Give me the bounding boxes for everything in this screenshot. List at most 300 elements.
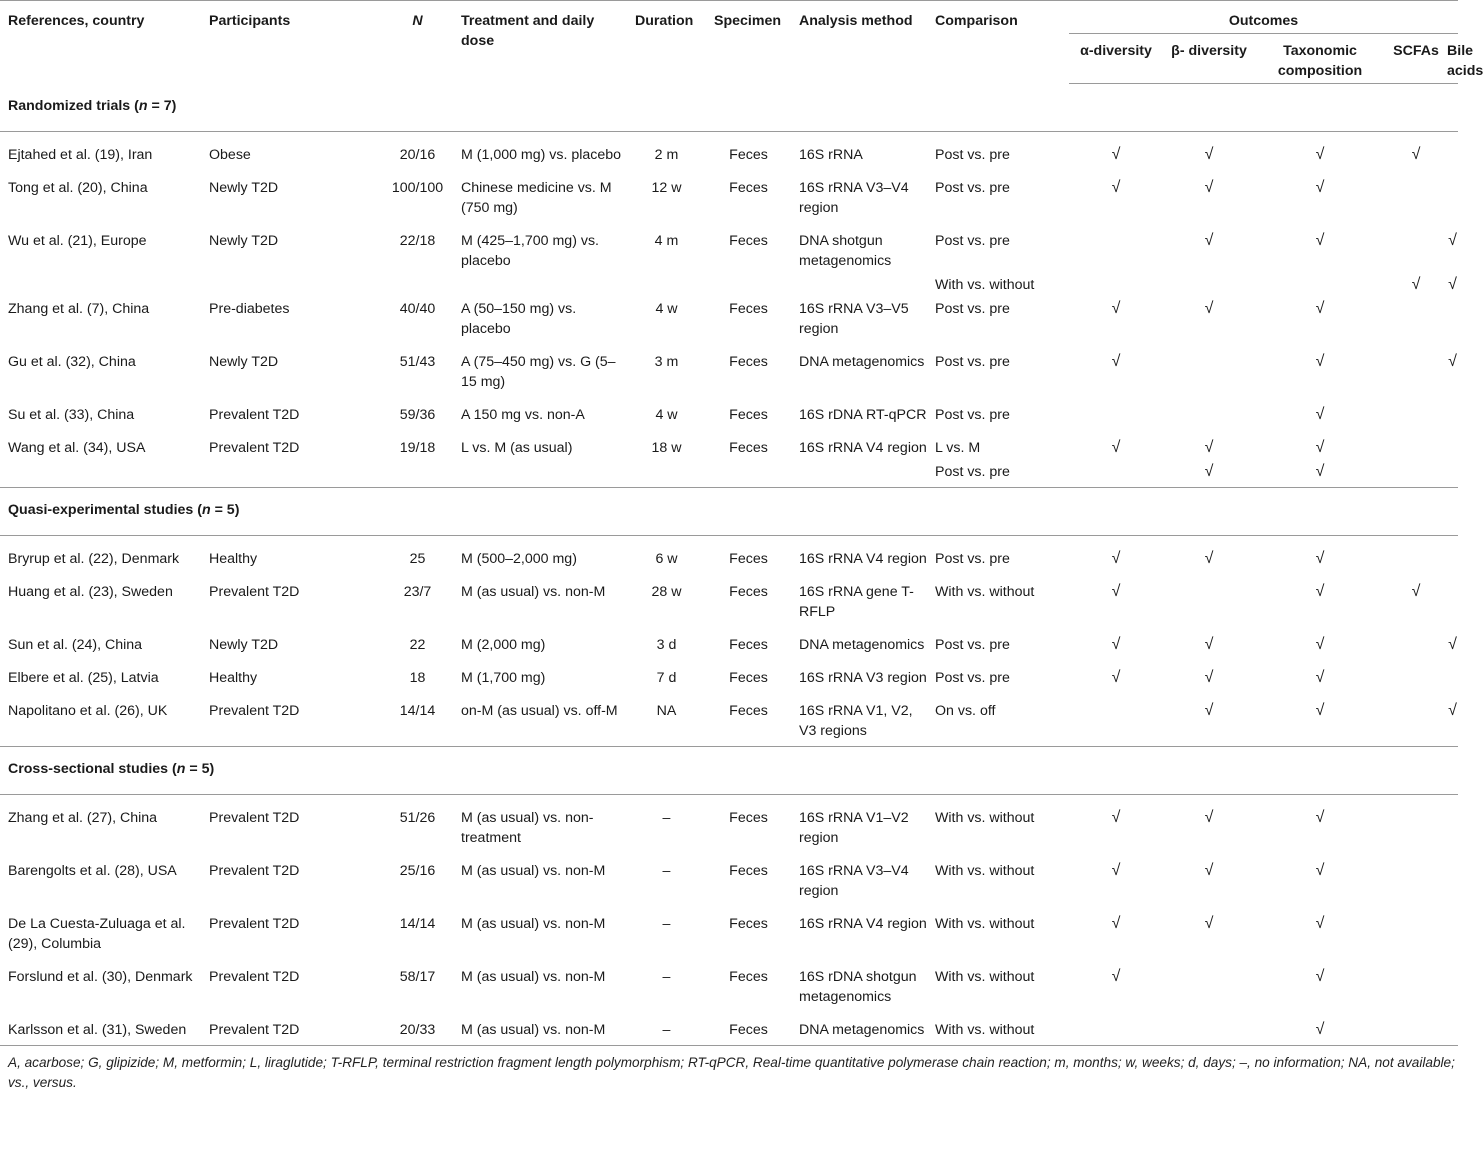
check-scfas (1385, 901, 1447, 954)
check-scfas (1385, 392, 1447, 425)
table-row (0, 1007, 1458, 1046)
header-taxonomic-composition: Taxonomic composition (1255, 34, 1385, 84)
checkmark-icon: √ (1315, 550, 1325, 567)
header-n: N (412, 13, 423, 29)
cell-duration: 2 m (654, 147, 679, 163)
table-row (0, 795, 1458, 849)
check-bile (1447, 622, 1458, 655)
checkmark-icon: √ (1204, 232, 1214, 249)
section-title-suffix: = 5) (210, 502, 240, 518)
cell-analysis: 16S rRNA V4 region (799, 551, 927, 567)
header-analysis: Analysis method (799, 13, 913, 29)
cell-specimen: Feces (729, 670, 768, 686)
cell-analysis: 16S rRNA V3 region (799, 670, 927, 686)
checkmark-icon: √ (1315, 232, 1325, 249)
check-scfas (1385, 165, 1447, 218)
cell-participants: Prevalent T2D (209, 916, 300, 932)
cell-treatment: M (as usual) vs. non-M (461, 584, 606, 600)
check-taxonomic (1255, 425, 1385, 458)
check-alpha (1069, 392, 1163, 425)
cell-duration (627, 271, 706, 295)
cell-specimen: Feces (729, 703, 768, 719)
cell-treatment: M (1,000 mg) vs. placebo (461, 147, 622, 163)
check-taxonomic (1255, 569, 1385, 622)
check-alpha (1069, 901, 1163, 954)
check-bile (1447, 569, 1458, 622)
check-bile (1447, 425, 1458, 458)
check-alpha (1069, 536, 1163, 570)
cell-analysis: 16S rRNA V1, V2, V3 regions (799, 703, 913, 739)
cell-treatment: M (1,700 mg) (461, 670, 546, 686)
cell-duration: 4 w (655, 301, 678, 317)
check-beta (1163, 218, 1255, 271)
cell-comparison: With vs. without (935, 277, 1035, 293)
cell-duration: 4 w (655, 407, 678, 423)
check-taxonomic (1255, 688, 1385, 747)
check-taxonomic (1255, 132, 1385, 166)
cell-n: 51/26 (399, 810, 436, 826)
checkmark-icon: √ (1204, 300, 1214, 317)
check-beta (1163, 165, 1255, 218)
cell-comparison: With vs. without (935, 584, 1035, 600)
cell-duration: – (662, 810, 671, 826)
section-title-variable: n (176, 761, 186, 777)
check-taxonomic (1255, 218, 1385, 271)
check-beta (1163, 339, 1255, 392)
checkmark-icon: √ (1204, 550, 1214, 567)
cell-duration: 6 w (655, 551, 678, 567)
checkmark-icon: √ (1204, 636, 1214, 653)
cell-specimen: Feces (729, 180, 768, 196)
check-beta (1163, 569, 1255, 622)
cell-specimen: Feces (729, 440, 768, 456)
check-bile (1447, 271, 1458, 295)
cell-reference: Barengolts et al. (28), USA (8, 863, 177, 879)
cell-reference: Su et al. (33), China (8, 407, 135, 423)
check-scfas (1385, 458, 1447, 488)
section-title-prefix: Quasi-experimental studies ( (8, 502, 202, 518)
cell-participants: Prevalent T2D (209, 863, 300, 879)
check-taxonomic (1255, 848, 1385, 901)
check-beta (1163, 271, 1255, 295)
cell-participants: Prevalent T2D (209, 584, 300, 600)
check-alpha (1069, 271, 1163, 295)
section-title (0, 84, 1458, 132)
check-taxonomic (1255, 536, 1385, 570)
cell-participants: Healthy (209, 670, 258, 686)
cell-duration: 4 m (654, 233, 679, 249)
check-taxonomic (1255, 901, 1385, 954)
cell-treatment: M (as usual) vs. non-M (461, 863, 606, 879)
check-scfas (1385, 218, 1447, 271)
section-title-variable: n (138, 98, 148, 114)
table-header (0, 0, 1483, 84)
cell-reference: Forslund et al. (30), Denmark (8, 969, 193, 985)
cell-specimen: Feces (729, 354, 768, 370)
checkmark-icon: √ (1315, 583, 1325, 600)
cell-reference: Gu et al. (32), China (8, 354, 136, 370)
cell-n (382, 271, 453, 295)
checkmark-icon: √ (1411, 583, 1421, 600)
checkmark-icon: √ (1315, 809, 1325, 826)
check-bile (1447, 655, 1458, 688)
cell-treatment: M (as usual) vs. non-treatment (461, 810, 594, 846)
cell-duration: – (662, 916, 671, 932)
checkmark-icon: √ (1111, 300, 1121, 317)
cell-analysis: 16S rRNA V3–V5 region (799, 301, 909, 337)
checkmark-icon: √ (1111, 439, 1121, 456)
check-taxonomic (1255, 795, 1385, 849)
cell-comparison: Post vs. pre (935, 464, 1010, 480)
check-alpha (1069, 458, 1163, 488)
cell-participants (201, 458, 382, 488)
checkmark-icon: √ (1111, 636, 1121, 653)
check-beta (1163, 655, 1255, 688)
cell-specimen: Feces (729, 584, 768, 600)
cell-duration: 12 w (651, 180, 682, 196)
check-alpha (1069, 132, 1163, 166)
cell-treatment (453, 458, 627, 488)
cell-analysis: DNA metagenomics (799, 354, 925, 370)
check-alpha (1069, 795, 1163, 849)
check-bile (1447, 218, 1458, 271)
check-scfas (1385, 622, 1447, 655)
checkmark-icon: √ (1315, 669, 1325, 686)
checkmark-icon: √ (1448, 276, 1457, 293)
checkmark-icon: √ (1111, 862, 1121, 879)
cell-comparison: With vs. without (935, 810, 1035, 826)
check-alpha (1069, 848, 1163, 901)
check-bile (1447, 295, 1458, 339)
header-comparison: Comparison (935, 13, 1018, 29)
table-row (0, 458, 1458, 488)
cell-specimen: Feces (729, 969, 768, 985)
check-alpha (1069, 1007, 1163, 1046)
cell-comparison: Post vs. pre (935, 407, 1010, 423)
table-row (0, 271, 1458, 295)
cell-treatment: on-M (as usual) vs. off-M (461, 703, 618, 719)
check-taxonomic (1255, 954, 1385, 1007)
cell-reference: Zhang et al. (27), China (8, 810, 158, 826)
cell-analysis: 16S rRNA (799, 147, 863, 163)
cell-specimen: Feces (729, 810, 768, 826)
cell-n: 58/17 (399, 969, 436, 985)
cell-comparison: Post vs. pre (935, 301, 1010, 317)
check-bile (1447, 165, 1458, 218)
checkmark-icon: √ (1411, 146, 1421, 163)
cell-comparison: Post vs. pre (935, 551, 1010, 567)
checkmark-icon: √ (1204, 179, 1214, 196)
cell-n: 22 (409, 637, 426, 653)
check-scfas (1385, 271, 1447, 295)
cell-n: 18 (409, 670, 426, 686)
cell-participants: Newly T2D (209, 233, 279, 249)
table-row (0, 655, 1458, 688)
checkmark-icon: √ (1111, 179, 1121, 196)
header-outcomes: Outcomes (1228, 13, 1299, 29)
cell-participants: Pre-diabetes (209, 301, 290, 317)
cell-specimen: Feces (729, 1022, 768, 1038)
check-bile (1447, 901, 1458, 954)
check-alpha (1069, 655, 1163, 688)
cell-participants (201, 271, 382, 295)
check-alpha (1069, 569, 1163, 622)
cell-participants: Prevalent T2D (209, 440, 300, 456)
cell-comparison: Post vs. pre (935, 637, 1010, 653)
cell-treatment (453, 271, 627, 295)
checkmark-icon: √ (1315, 439, 1325, 456)
check-scfas (1385, 954, 1447, 1007)
cell-analysis: 16S rRNA V1–V2 region (799, 810, 909, 846)
cell-duration: – (662, 863, 671, 879)
cell-participants: Prevalent T2D (209, 703, 300, 719)
table-footnote: A, acarbose; G, glipizide; M, metformin; L, liraglutide; T-RFLP, terminal restriction fragment length polymorphism; RT-qPCR, Real-time quantitative polymerase chain reaction; m, months; w, weeks; d, days; –, no information; NA, not available; vs., versus. (0, 1046, 1458, 1094)
check-taxonomic (1255, 165, 1385, 218)
section-title-suffix: = 7) (147, 98, 177, 114)
cell-duration: 18 w (651, 440, 682, 456)
checkmark-icon: √ (1111, 669, 1121, 686)
checkmark-icon: √ (1315, 702, 1325, 719)
check-beta (1163, 901, 1255, 954)
checkmark-icon: √ (1111, 915, 1121, 932)
cell-reference: Karlsson et al. (31), Sweden (8, 1022, 187, 1038)
cell-reference: Sun et al. (24), China (8, 637, 143, 653)
cell-n: 51/43 (399, 354, 436, 370)
cell-reference: De La Cuesta-Zuluaga et al. (29), Columbia (8, 916, 186, 952)
check-beta (1163, 848, 1255, 901)
check-bile (1447, 392, 1458, 425)
cell-n: 20/33 (399, 1022, 436, 1038)
cell-comparison: Post vs. pre (935, 180, 1010, 196)
cell-duration (627, 458, 706, 488)
table-row (0, 132, 1458, 166)
cell-specimen: Feces (729, 551, 768, 567)
cell-participants: Newly T2D (209, 354, 279, 370)
cell-specimen: Feces (729, 863, 768, 879)
header-scfas: SCFAs (1385, 34, 1447, 84)
check-scfas (1385, 536, 1447, 570)
table-row (0, 622, 1458, 655)
checkmark-icon: √ (1315, 636, 1325, 653)
check-scfas (1385, 132, 1447, 166)
checkmark-icon: √ (1111, 353, 1121, 370)
cell-specimen: Feces (729, 637, 768, 653)
checkmark-icon: √ (1204, 915, 1214, 932)
table-row (0, 848, 1458, 901)
checkmark-icon: √ (1448, 353, 1457, 370)
cell-participants: Newly T2D (209, 637, 279, 653)
cell-comparison: With vs. without (935, 1022, 1035, 1038)
checkmark-icon: √ (1204, 862, 1214, 879)
check-bile (1447, 458, 1458, 488)
header-alpha-diversity: α-diversity (1069, 34, 1163, 84)
check-bile (1447, 954, 1458, 1007)
cell-comparison: With vs. without (935, 969, 1035, 985)
cell-specimen: Feces (729, 233, 768, 249)
check-beta (1163, 954, 1255, 1007)
cell-n: 25/16 (399, 863, 436, 879)
section-title (0, 488, 1458, 536)
check-beta (1163, 1007, 1255, 1046)
check-alpha (1069, 165, 1163, 218)
cell-specimen: Feces (729, 301, 768, 317)
cell-comparison: L vs. M (935, 440, 981, 456)
cell-duration: 28 w (651, 584, 682, 600)
cell-duration: NA (656, 703, 677, 719)
checkmark-icon: √ (1315, 862, 1325, 879)
cell-participants: Healthy (209, 551, 258, 567)
check-bile (1447, 339, 1458, 392)
check-alpha (1069, 218, 1163, 271)
check-taxonomic (1255, 458, 1385, 488)
checkmark-icon: √ (1111, 583, 1121, 600)
cell-analysis: 16S rDNA shotgun metagenomics (799, 969, 917, 1005)
cell-reference: Wang et al. (34), USA (8, 440, 146, 456)
checkmark-icon: √ (1204, 146, 1214, 163)
check-alpha (1069, 425, 1163, 458)
checkmark-icon: √ (1204, 702, 1214, 719)
check-bile (1447, 848, 1458, 901)
table-row (0, 165, 1458, 218)
checkmark-icon: √ (1448, 232, 1457, 249)
check-bile (1447, 536, 1458, 570)
cell-duration: 7 d (656, 670, 677, 686)
cell-reference (0, 271, 201, 295)
cell-participants: Prevalent T2D (209, 969, 300, 985)
cell-analysis (791, 271, 927, 295)
cell-reference: Bryrup et al. (22), Denmark (8, 551, 180, 567)
cell-n: 22/18 (399, 233, 436, 249)
checkmark-icon: √ (1315, 463, 1325, 480)
cell-participants: Newly T2D (209, 180, 279, 196)
check-taxonomic (1255, 1007, 1385, 1046)
section-title-prefix: Cross-sectional studies ( (8, 761, 177, 777)
cell-reference: Zhang et al. (7), China (8, 301, 150, 317)
check-taxonomic (1255, 622, 1385, 655)
cell-treatment: M (as usual) vs. non-M (461, 969, 606, 985)
checkmark-icon: √ (1111, 968, 1121, 985)
cell-treatment: M (425–1,700 mg) vs. placebo (461, 233, 599, 269)
cell-specimen: Feces (729, 407, 768, 423)
header-participants: Participants (209, 13, 291, 29)
check-beta (1163, 132, 1255, 166)
check-alpha (1069, 688, 1163, 747)
checkmark-icon: √ (1111, 550, 1121, 567)
cell-analysis: 16S rRNA V4 region (799, 916, 927, 932)
cell-treatment: L vs. M (as usual) (461, 440, 573, 456)
check-scfas (1385, 569, 1447, 622)
cell-n: 23/7 (403, 584, 432, 600)
cell-treatment: M (as usual) vs. non-M (461, 1022, 606, 1038)
check-beta (1163, 425, 1255, 458)
table-row (0, 295, 1458, 339)
checkmark-icon: √ (1411, 276, 1421, 293)
checkmark-icon: √ (1315, 1021, 1325, 1038)
table-row (0, 392, 1458, 425)
check-taxonomic (1255, 339, 1385, 392)
header-beta-diversity: β- diversity (1163, 34, 1255, 84)
cell-comparison: With vs. without (935, 863, 1035, 879)
check-alpha (1069, 954, 1163, 1007)
check-taxonomic (1255, 392, 1385, 425)
cell-analysis: 16S rRNA gene T-RFLP (799, 584, 914, 620)
check-scfas (1385, 1007, 1447, 1046)
checkmark-icon: √ (1204, 439, 1214, 456)
table-row (0, 339, 1458, 392)
cell-reference: Wu et al. (21), Europe (8, 233, 147, 249)
section-title-suffix: = 5) (185, 761, 215, 777)
checkmark-icon: √ (1315, 300, 1325, 317)
cell-duration: – (662, 969, 671, 985)
checkmark-icon: √ (1315, 353, 1325, 370)
section-title-prefix: Randomized trials ( (8, 98, 139, 114)
header-duration: Duration (635, 13, 694, 29)
cell-analysis (791, 458, 927, 488)
cell-duration: – (662, 1022, 671, 1038)
checkmark-icon: √ (1204, 463, 1214, 480)
checkmark-icon: √ (1448, 702, 1457, 719)
check-beta (1163, 795, 1255, 849)
table-row (0, 954, 1458, 1007)
cell-treatment: A (75–450 mg) vs. G (5–15 mg) (461, 354, 616, 390)
cell-analysis: 16S rRNA V4 region (799, 440, 927, 456)
checkmark-icon: √ (1315, 179, 1325, 196)
checkmark-icon: √ (1448, 636, 1457, 653)
cell-participants: Prevalent T2D (209, 407, 300, 423)
cell-specimen: Feces (729, 916, 768, 932)
header-specimen: Specimen (714, 13, 782, 29)
check-bile (1447, 132, 1458, 166)
check-bile (1447, 688, 1458, 747)
table-row (0, 901, 1458, 954)
check-beta (1163, 536, 1255, 570)
check-scfas (1385, 339, 1447, 392)
table-row (0, 688, 1458, 747)
table-row (0, 218, 1458, 271)
check-taxonomic (1255, 655, 1385, 688)
check-scfas (1385, 295, 1447, 339)
cell-reference (0, 458, 201, 488)
cell-participants: Obese (209, 147, 251, 163)
check-taxonomic (1255, 271, 1385, 295)
cell-reference: Napolitano et al. (26), UK (8, 703, 168, 719)
check-beta (1163, 622, 1255, 655)
section-title (0, 747, 1458, 795)
cell-analysis: DNA shotgun metagenomics (799, 233, 892, 269)
cell-n: 25 (409, 551, 426, 567)
cell-n: 20/16 (399, 147, 436, 163)
cell-comparison: Post vs. pre (935, 670, 1010, 686)
cell-reference: Elbere et al. (25), Latvia (8, 670, 159, 686)
check-beta (1163, 392, 1255, 425)
cell-reference: Ejtahed et al. (19), Iran (8, 147, 153, 163)
cell-treatment: A (50–150 mg) vs. placebo (461, 301, 577, 337)
cell-comparison: Post vs. pre (935, 147, 1010, 163)
cell-participants: Prevalent T2D (209, 810, 300, 826)
checkmark-icon: √ (1315, 406, 1325, 423)
check-scfas (1385, 795, 1447, 849)
cell-analysis: 16S rRNA V3–V4 region (799, 863, 909, 899)
header-ref: References, country (8, 13, 145, 29)
checkmark-icon: √ (1111, 809, 1121, 826)
table-row (0, 536, 1458, 570)
checkmark-icon: √ (1315, 915, 1325, 932)
cell-reference: Tong et al. (20), China (8, 180, 148, 196)
table-row (0, 425, 1458, 458)
check-beta (1163, 688, 1255, 747)
check-taxonomic (1255, 295, 1385, 339)
cell-specimen (706, 271, 791, 295)
